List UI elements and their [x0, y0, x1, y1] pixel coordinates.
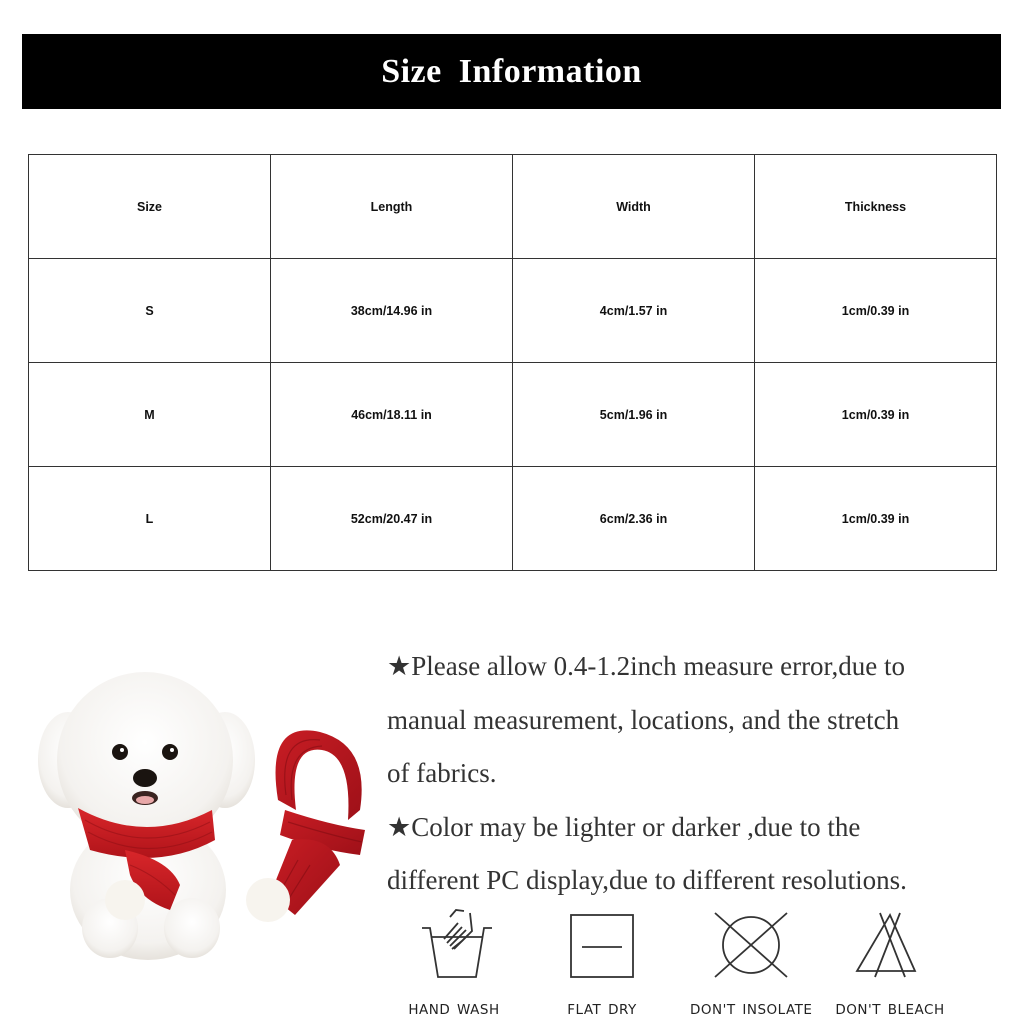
- cell-width: 5cm/1.96 in: [513, 363, 755, 467]
- care-label: DON'T INSOLATE: [690, 1002, 813, 1018]
- cell-width: 6cm/2.36 in: [513, 467, 755, 571]
- banner-title: Size Information: [381, 52, 642, 90]
- cell-thickness: 1cm/0.39 in: [755, 467, 997, 571]
- hand-wash-icon: [404, 905, 504, 980]
- table-row: [29, 467, 997, 571]
- header-length: Length: [271, 155, 513, 259]
- cell-length: 46cm/18.11 in: [271, 363, 513, 467]
- cell-length: 52cm/20.47 in: [271, 467, 513, 571]
- header-width: Width: [513, 155, 755, 259]
- care-dont-bleach: [835, 905, 945, 1018]
- size-table: [28, 154, 997, 571]
- care-label: DON'T BLEACH: [835, 1002, 945, 1018]
- cell-size: M: [29, 363, 271, 467]
- note-line: ★Please allow 0.4-1.2inch measure error,due to: [387, 651, 905, 681]
- cell-size: L: [29, 467, 271, 571]
- cell-size: S: [29, 259, 271, 363]
- care-label: FLAT DRY: [567, 1002, 637, 1018]
- header-size: Size: [29, 155, 271, 259]
- care-dont-insolate: [690, 905, 812, 1018]
- care-hand-wash: [404, 905, 504, 1018]
- note-line: manual measurement, locations, and the stretch: [387, 704, 900, 735]
- disclaimer-notes: [387, 640, 1007, 908]
- note-line: ★Color may be lighter or darker ,due to the: [387, 811, 861, 842]
- cell-length: 38cm/14.96 in: [271, 259, 513, 363]
- header-thickness: Thickness: [755, 155, 997, 259]
- cell-width: 4cm/1.57 in: [513, 259, 755, 363]
- note-line: of fabrics.: [387, 758, 497, 788]
- flat-dry-icon: [552, 905, 652, 980]
- dog-illustration: [38, 672, 255, 960]
- care-label: HAND WASH: [408, 1002, 500, 1018]
- scarf-illustration: [246, 730, 365, 922]
- dont-insolate-icon: [691, 905, 811, 980]
- care-flat-dry: [552, 905, 652, 1018]
- size-information-banner: [22, 34, 1001, 109]
- dont-bleach-icon: [835, 905, 945, 980]
- cell-thickness: 1cm/0.39 in: [755, 363, 997, 467]
- table-row: [29, 363, 997, 467]
- table-header-row: [29, 155, 997, 259]
- note-line: different PC display,due to different resolutions.: [387, 865, 907, 895]
- cell-thickness: 1cm/0.39 in: [755, 259, 997, 363]
- table-row: [29, 259, 997, 363]
- product-photo: [30, 660, 380, 960]
